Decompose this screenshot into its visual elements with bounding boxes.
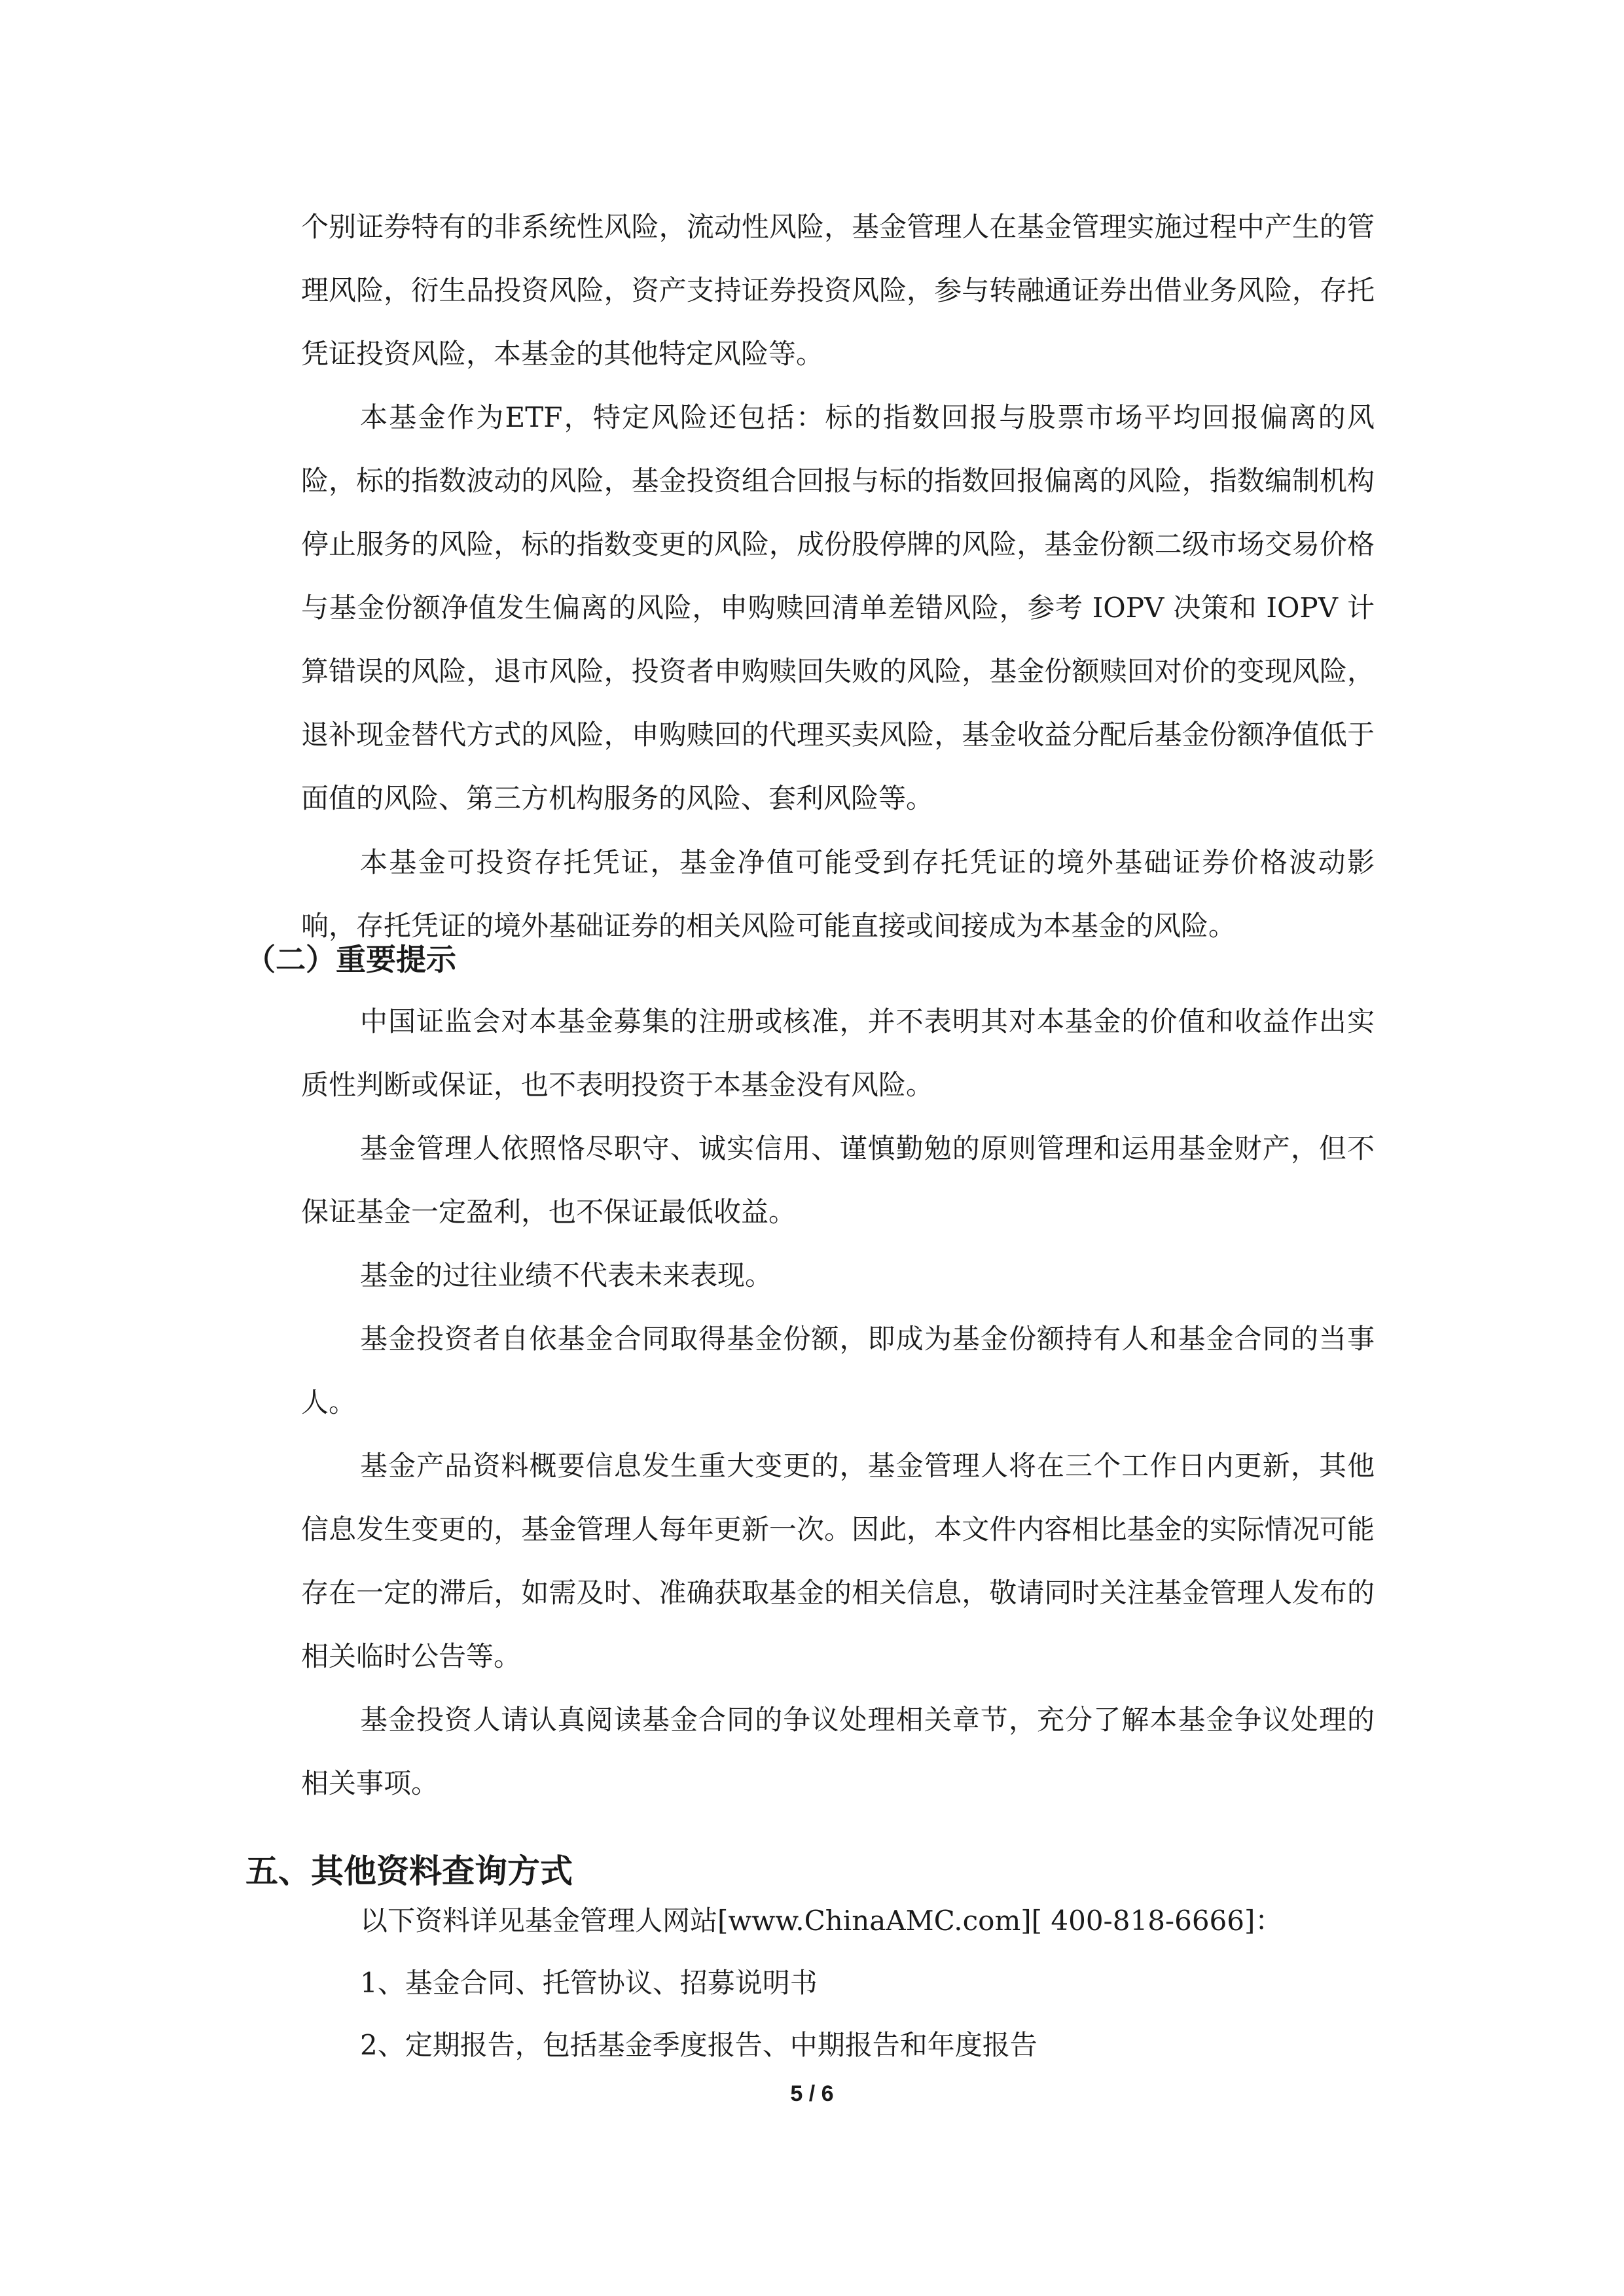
notice-paragraph-1: 中国证监会对本基金募集的注册或核准，并不表明其对本基金的价值和收益作出实质性判断或保证，也不表明投资于本基金没有风险。 (301, 1005, 1375, 1101)
important-notice-heading: （二）重要提示 (245, 942, 456, 977)
section-5-intro: 以下资料详见基金管理人网站[www.ChinaAMC.com][ 400-818-6666]： (360, 1905, 1283, 1937)
notice-paragraph-4: 基金投资者自依基金合同取得基金份额，即成为基金份额持有人和基金合同的当事人。 (301, 1323, 1375, 1418)
risk-paragraph-1: 个别证券特有的非系统性风险，流动性风险，基金管理人在基金管理实施过程中产生的管理风险，衍生品投资风险，资产支持证券投资风险，参与转融通证券出借业务风险，存托凭证投资风险，本基金的其他特定风险等。 (301, 211, 1375, 370)
notice-paragraph-3: 基金的过往业绩不代表未来表现。 (360, 1259, 773, 1291)
notice-paragraph-2: 基金管理人依照恪尽职守、诚实信用、谨慎勤勉的原则管理和运用基金财产，但不保证基金一定盈利，也不保证最低收益。 (301, 1132, 1375, 1228)
list-item: 1、基金合同、托管协议、招募说明书 (360, 1967, 818, 1999)
notice-paragraph-5: 基金产品资料概要信息发生重大变更的，基金管理人将在三个工作日内更新，其他信息发生变更的，基金管理人每年更新一次。因此，本文件内容相比基金的实际情况可能存在一定的滞后，如需及时、准确获取基金的相关信息，敬请同时关注基金管理人发布的相关临时公告等。 (301, 1450, 1375, 1672)
page-number: 5 / 6 (790, 2081, 834, 2106)
section-5-heading: 五、其他资料查询方式 (245, 1852, 573, 1890)
list-item: 2、定期报告，包括基金季度报告、中期报告和年度报告 (360, 2029, 1038, 2061)
risk-paragraph-etf: 本基金作为ETF，特定风险还包括：标的指数回报与股票市场平均回报偏离的风险，标的指数波动的风险，基金投资组合回报与标的指数回报偏离的风险，指数编制机构停止服务的风险，标的指数变更的风险，成份股停牌的风险，基金份额二级市场交易价格与基金份额净值发生偏离的风险，申购赎回清单差错风险，参考 IOPV 决策和 IOPV 计算错误的风险，退市风险，投资者申购赎回失败的风险，基金份额赎回对价的变现风险，退补现金替代方式的风险，申购赎回的代理买卖风险，基金收益分配后基金份额净值低于面值的风险、第三方机构服务的风险、套利风险等。 (301, 401, 1375, 814)
notice-paragraph-6: 基金投资人请认真阅读基金合同的争议处理相关章节，充分了解本基金争议处理的相关事项。 (301, 1704, 1375, 1799)
risk-paragraph-depositary-receipts: 本基金可投资存托凭证，基金净值可能受到存托凭证的境外基础证券价格波动影响，存托凭证的境外基础证券的相关风险可能直接或间接成为本基金的风险。 (301, 846, 1375, 942)
